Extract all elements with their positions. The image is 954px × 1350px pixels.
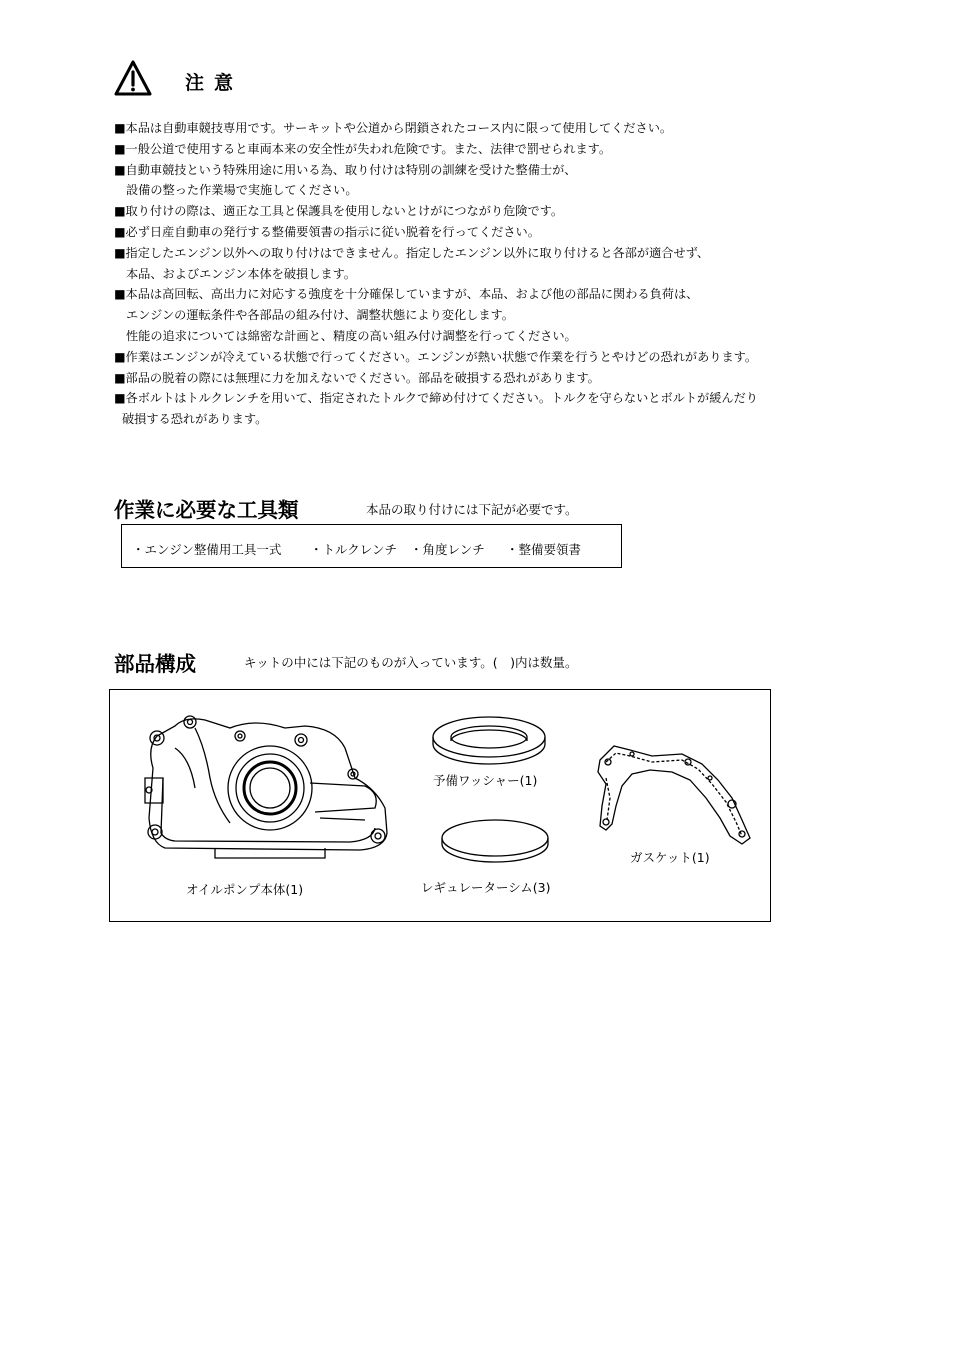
caution-title: 注意 xyxy=(185,72,244,94)
warning-triangle-icon xyxy=(114,60,152,96)
tool-item: ・エンジン整備用工具一式 xyxy=(132,542,282,557)
note-line: 本品、およびエンジン本体を破損します。 xyxy=(126,266,356,281)
tools-title: 作業に必要な工具類 xyxy=(114,498,299,522)
note-line: 破損する恐れがあります。 xyxy=(122,412,268,427)
part-label-gasket: ガスケット(1) xyxy=(630,850,710,865)
parts-title: 部品構成 xyxy=(114,652,196,676)
shim-icon xyxy=(440,818,552,866)
note-line: ■各ボルトはトルクレンチを用いて、指定されたトルクで締め付けてください。トルクを守らないとボルトが緩んだり xyxy=(114,391,758,406)
tool-item: ・整備要領書 xyxy=(506,542,582,557)
tools-subtitle: 本品の取り付けには下記が必要です。 xyxy=(366,502,578,517)
part-label-shim: レギュレーターシム(3) xyxy=(421,880,551,895)
note-line: ■自動車競技という特殊用途に用いる為、取り付けは特別の訓練を受けた整備士が、 xyxy=(114,162,577,177)
caution-notes xyxy=(114,118,914,430)
tool-item: ・トルクレンチ xyxy=(310,542,397,557)
note-line: ■本品は高回転、高出力に対応する強度を十分確保していますが、本品、および他の部品に関わる負荷は、 xyxy=(114,287,699,302)
washer-icon xyxy=(431,713,549,769)
note-line: ■指定したエンジン以外への取り付けはできません。指定したエンジン以外に取り付けると各部が適合せず、 xyxy=(114,245,710,260)
note-line: ■部品の脱着の際には無理に力を加えないでください。部品を破損する恐れがあります。 xyxy=(114,370,600,385)
note-line: ■本品は自動車競技専用です。サーキットや公道から閉鎖されたコース内に限って使用してください。 xyxy=(114,121,673,135)
note-line: 性能の追求については綿密な計画と、精度の高い組み付け調整を行ってください。 xyxy=(126,328,577,343)
note-line: ■一般公道で使用すると車両本来の安全性が失われ危険です。また、法律で罰せられます。 xyxy=(114,141,612,156)
note-line: ■必ず日産自動車の発行する整備要領書の指示に従い脱着を行ってください。 xyxy=(114,224,540,239)
note-line: エンジンの運転条件や各部品の組み付け、調整状態により変化します。 xyxy=(126,308,514,323)
part-label-oil-pump: オイルポンプ本体(1) xyxy=(186,882,304,897)
part-label-washer: 予備ワッシャー(1) xyxy=(433,773,538,788)
note-line: ■取り付けの際は、適正な工具と保護具を使用しないとけがにつながり危険です。 xyxy=(114,204,564,219)
oil-pump-icon xyxy=(135,708,395,868)
tool-item: ・角度レンチ xyxy=(410,542,485,557)
tools-list-box xyxy=(121,524,622,568)
note-line: ■作業はエンジンが冷えている状態で行ってください。エンジンが熱い状態で作業を行うとやけどの恐れがあります。 xyxy=(114,349,758,364)
gasket-icon xyxy=(592,740,754,846)
parts-subtitle: キットの中には下記のものが入っています。( )内は数量。 xyxy=(244,655,578,670)
note-line: 設備の整った作業場で実施してください。 xyxy=(126,183,358,198)
